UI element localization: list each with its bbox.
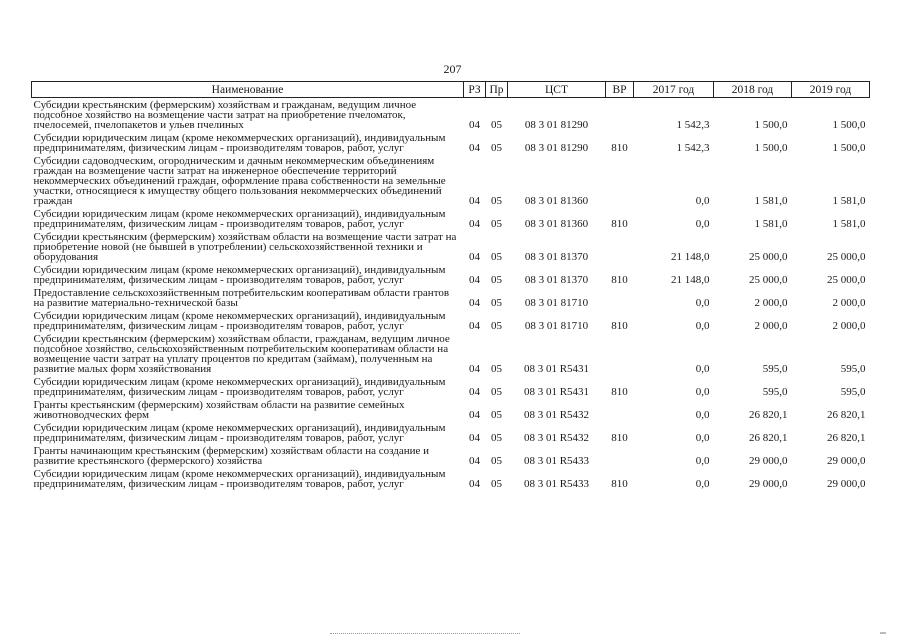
cell-pr: 05 — [491, 363, 502, 375]
cell-rz: 04 — [469, 119, 480, 131]
cell-cst: 08 3 01 81290 — [524, 142, 589, 154]
cell-vr: 810 — [611, 478, 628, 490]
cell-2017: 0,0 — [695, 478, 710, 490]
cell-2019: 1 500,0 — [832, 119, 866, 131]
table-row — [32, 398, 870, 421]
cell-rz: 04 — [469, 274, 480, 286]
cell-2018: 1 500,0 — [754, 119, 788, 131]
cell-name: Субсидии юридическим лицам (кроме некоммерческих организаций), индивидуальным предпринимателям, физическим лицам - производителям товаров, работ, услуг — [33, 422, 446, 444]
table-row — [32, 98, 870, 132]
cell-cst: 08 3 01 R5431 — [523, 386, 590, 398]
cell-2019: 2 000,0 — [832, 320, 866, 332]
cell-vr — [606, 154, 634, 207]
cell-cst: 08 3 01 81360 — [524, 195, 589, 207]
cell-2019: 26 820,1 — [827, 432, 866, 444]
cell-cst: 08 3 01 R5433 — [523, 478, 590, 490]
cell-2019: 25 000,0 — [827, 251, 866, 263]
cell-2019: 1 581,0 — [832, 195, 866, 207]
cell-vr: 810 — [611, 218, 628, 230]
table-header — [32, 82, 870, 98]
cell-vr — [606, 286, 634, 309]
cell-pr: 05 — [491, 142, 502, 154]
cell-vr: 810 — [611, 320, 628, 332]
cell-2017: 0,0 — [695, 363, 710, 375]
header-row — [32, 82, 870, 98]
header-2019: 2019 год — [792, 82, 870, 98]
table-row — [32, 131, 870, 154]
cell-vr: 810 — [611, 386, 628, 398]
cell-name: Субсидии юридическим лицам (кроме некоммерческих организаций), индивидуальным предпринимателям, физическим лицам - производителям товаров, работ, услуг — [33, 264, 446, 286]
cell-cst: 08 3 01 81370 — [524, 274, 589, 286]
cell-2018: 595,0 — [762, 363, 788, 375]
cell-name: Субсидии садоводческим, огородническим и дачным некоммерческим объединениям граждан на возмещение части затрат на инженерное обеспечение территорий некоммерческих объединений граждан, оформление права собственности на земельные участки, относящиеся к имуществу общего пользования некоммерческих объединений граждан — [33, 155, 446, 207]
cell-pr: 05 — [491, 455, 502, 467]
cell-vr — [606, 230, 634, 263]
cell-pr: 05 — [491, 218, 502, 230]
cell-2018: 595,0 — [762, 386, 788, 398]
cell-vr — [606, 98, 634, 132]
cell-2019: 2 000,0 — [832, 297, 866, 309]
cell-2018: 26 820,1 — [749, 409, 788, 421]
budget-table — [31, 81, 870, 490]
cell-2017: 0,0 — [695, 297, 710, 309]
cell-name: Субсидии юридическим лицам (кроме некоммерческих организаций), индивидуальным предпринимателям, физическим лицам - производителям товаров, работ, услуг — [33, 310, 446, 332]
cell-cst: 08 3 01 R5432 — [523, 409, 590, 421]
cell-2017: 0,0 — [695, 432, 710, 444]
table-row — [32, 207, 870, 230]
cell-rz: 04 — [469, 195, 480, 207]
cell-2017: 21 148,0 — [671, 274, 710, 286]
cell-cst: 08 3 01 R5431 — [523, 363, 590, 375]
cell-name: Субсидии крестьянским (фермерским) хозяйствам области, гражданам, ведущим личное подсобное хозяйство, сельскохозяйственным потребительским кооперативам области на возмещение части затрат на уплату процентов по кредитам (займам), полученным на развитие малых форм хозяйствования — [33, 333, 450, 375]
table-row — [32, 230, 870, 263]
cell-rz: 04 — [469, 478, 480, 490]
cell-name: Предоставление сельскохозяйственным потребительским кооперативам области грантов на развитие материально-технической базы — [33, 287, 450, 309]
cell-2017: 1 542,3 — [676, 119, 710, 131]
header-pr: Пр — [486, 82, 508, 98]
table-row — [32, 309, 870, 332]
cell-pr: 05 — [491, 297, 502, 309]
cell-vr — [606, 444, 634, 467]
cell-pr: 05 — [491, 409, 502, 421]
cell-rz: 04 — [469, 218, 480, 230]
scan-artifact — [330, 633, 520, 636]
table-row — [32, 444, 870, 467]
cell-rz: 04 — [469, 363, 480, 375]
cell-rz: 04 — [469, 320, 480, 332]
header-2018: 2018 год — [714, 82, 792, 98]
cell-pr: 05 — [491, 386, 502, 398]
table-row — [32, 286, 870, 309]
cell-vr: 810 — [611, 142, 628, 154]
cell-rz: 04 — [469, 142, 480, 154]
cell-2019: 1 581,0 — [832, 218, 866, 230]
cell-pr: 05 — [491, 432, 502, 444]
cell-2018: 25 000,0 — [749, 274, 788, 286]
table-row — [32, 332, 870, 375]
cell-rz: 04 — [469, 386, 480, 398]
cell-vr: 810 — [611, 274, 628, 286]
table-body — [32, 98, 870, 491]
cell-cst: 08 3 01 81370 — [524, 251, 589, 263]
cell-2018: 2 000,0 — [754, 320, 788, 332]
cell-pr: 05 — [491, 274, 502, 286]
cell-cst: 08 3 01 R5433 — [523, 455, 590, 467]
cell-2017: 0,0 — [695, 409, 710, 421]
scan-artifact-dot — [880, 632, 886, 634]
cell-vr — [606, 332, 634, 375]
header-name: Наименование — [32, 82, 464, 98]
cell-pr: 05 — [491, 195, 502, 207]
cell-2019: 29 000,0 — [827, 455, 866, 467]
cell-2017: 1 542,3 — [676, 142, 710, 154]
cell-2018: 29 000,0 — [749, 478, 788, 490]
cell-2018: 2 000,0 — [754, 297, 788, 309]
cell-pr: 05 — [491, 251, 502, 263]
cell-2018: 29 000,0 — [749, 455, 788, 467]
cell-rz: 04 — [469, 251, 480, 263]
cell-name: Субсидии юридическим лицам (кроме некоммерческих организаций), индивидуальным предпринимателям, физическим лицам - производителям товаров, работ, услуг — [33, 376, 446, 398]
table-row — [32, 263, 870, 286]
table-row — [32, 421, 870, 444]
cell-vr — [606, 398, 634, 421]
table-row — [32, 467, 870, 490]
cell-name: Субсидии юридическим лицам (кроме некоммерческих организаций), индивидуальным предпринимателям, физическим лицам - производителям товаров, работ, услуг — [33, 208, 446, 230]
cell-2017: 0,0 — [695, 386, 710, 398]
cell-2019: 26 820,1 — [827, 409, 866, 421]
cell-vr: 810 — [611, 432, 628, 444]
cell-2018: 25 000,0 — [749, 251, 788, 263]
table-row — [32, 154, 870, 207]
cell-rz: 04 — [469, 409, 480, 421]
cell-pr: 05 — [491, 320, 502, 332]
cell-name: Гранты крестьянским (фермерским) хозяйствам области на развитие семейных животноводческих ферм — [33, 399, 405, 421]
cell-2019: 25 000,0 — [827, 274, 866, 286]
cell-2017: 0,0 — [695, 320, 710, 332]
header-rz: РЗ — [464, 82, 486, 98]
cell-2018: 1 581,0 — [754, 218, 788, 230]
cell-cst: 08 3 01 81360 — [524, 218, 589, 230]
cell-cst: 08 3 01 81710 — [524, 297, 589, 309]
cell-name: Субсидии юридическим лицам (кроме некоммерческих организаций), индивидуальным предпринимателям, физическим лицам - производителям товаров, работ, услуг — [33, 132, 446, 154]
page-number: 207 — [443, 62, 462, 76]
header-vr: ВР — [606, 82, 634, 98]
cell-2017: 0,0 — [695, 195, 710, 207]
header-2017: 2017 год — [634, 82, 714, 98]
cell-name: Гранты начинающим крестьянским (фермерским) хозяйствам области на создание и развитие крестьянского (фермерского) хозяйства — [33, 445, 430, 467]
cell-2019: 1 500,0 — [832, 142, 866, 154]
header-cst: ЦСТ — [508, 82, 606, 98]
cell-2018: 1 500,0 — [754, 142, 788, 154]
cell-name: Субсидии крестьянским (фермерским) хозяйствам области на возмещение части затрат на приобретение новой (не бывшей в употреблении) сельскохозяйственной техники и оборудования — [33, 231, 457, 263]
cell-rz: 04 — [469, 455, 480, 467]
cell-2017: 0,0 — [695, 218, 710, 230]
cell-cst: 08 3 01 R5432 — [523, 432, 590, 444]
cell-2019: 595,0 — [840, 386, 866, 398]
cell-name: Субсидии юридическим лицам (кроме некоммерческих организаций), индивидуальным предпринимателям, физическим лицам - производителям товаров, работ, услуг — [33, 468, 446, 490]
cell-2017: 21 148,0 — [671, 251, 710, 263]
cell-name: Субсидии крестьянским (фермерским) хозяйствам и гражданам, ведущим личное подсобное хозяйство на возмещение части затрат на приобретение пчеломаток, пчелосемей, пчелопакетов и ульев пчелиных — [33, 99, 417, 131]
cell-2018: 26 820,1 — [749, 432, 788, 444]
table-row — [32, 375, 870, 398]
cell-2017: 0,0 — [695, 455, 710, 467]
cell-cst: 08 3 01 81290 — [524, 119, 589, 131]
cell-pr: 05 — [491, 478, 502, 490]
cell-2018: 1 581,0 — [754, 195, 788, 207]
cell-2019: 29 000,0 — [827, 478, 866, 490]
cell-cst: 08 3 01 81710 — [524, 320, 589, 332]
cell-rz: 04 — [469, 297, 480, 309]
cell-2019: 595,0 — [840, 363, 866, 375]
cell-rz: 04 — [469, 432, 480, 444]
cell-pr: 05 — [491, 119, 502, 131]
